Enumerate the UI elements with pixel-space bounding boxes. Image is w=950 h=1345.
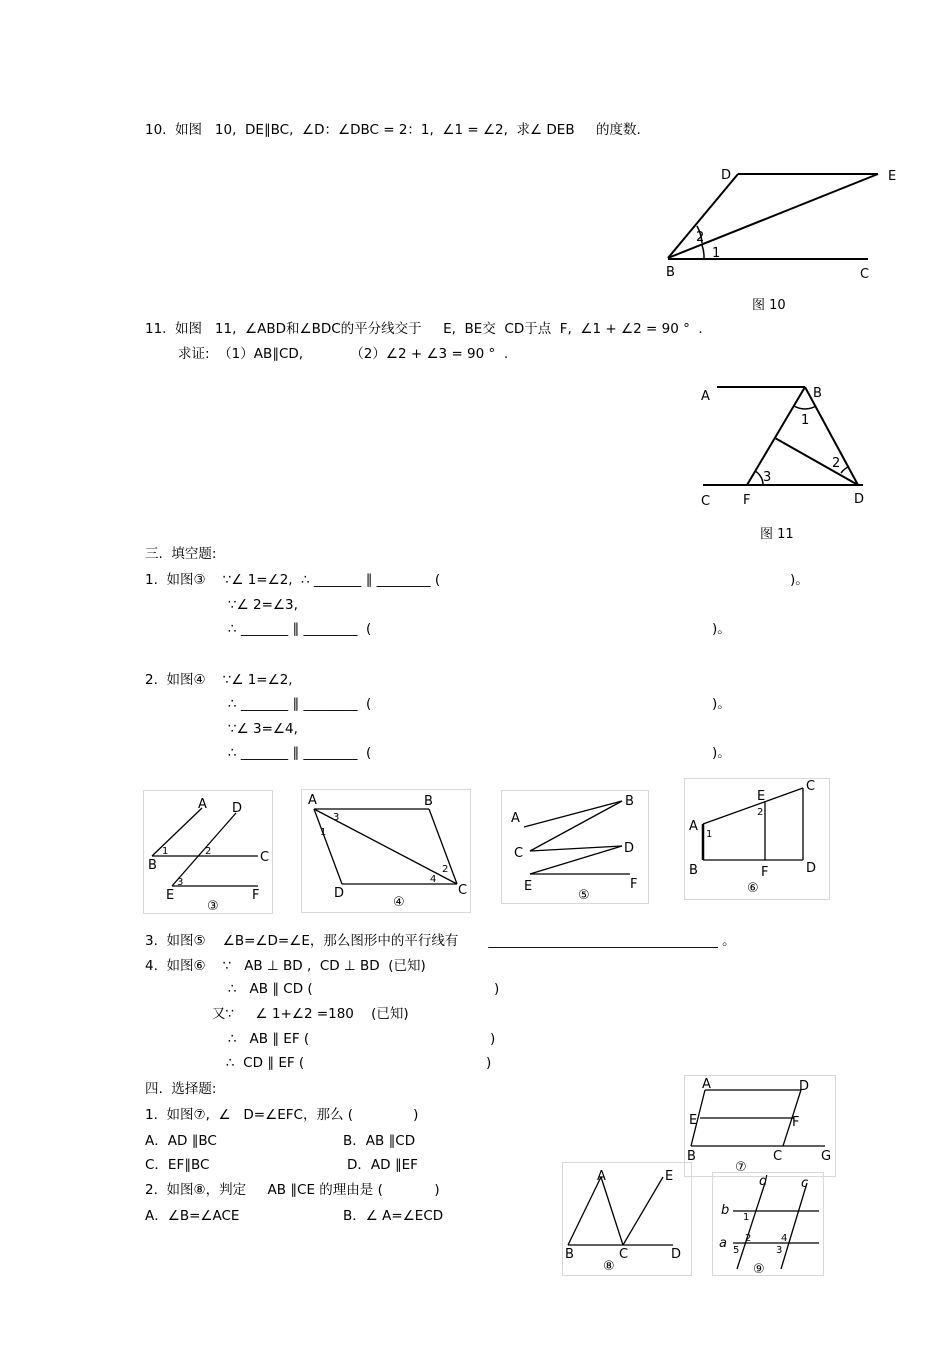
svg-text:B: B bbox=[565, 1247, 574, 1262]
s3-q4-line1: 4. 如图⑥ ∵ AB ⊥ BD , CD ⊥ BD (已知) bbox=[145, 958, 426, 974]
label-d: D bbox=[854, 492, 865, 507]
s3-q1-line3-end: )。 bbox=[712, 621, 731, 637]
s4-q1-stem: 1. 如图⑦, ∠ D=∠EFC，那么 ( ) bbox=[145, 1107, 419, 1123]
figure-4 bbox=[301, 789, 471, 913]
s3-q4-line4: ∴ AB ∥ EF ( bbox=[228, 1031, 310, 1047]
svg-text:3: 3 bbox=[177, 877, 184, 888]
label-b: B bbox=[813, 386, 822, 401]
label-a: A bbox=[701, 389, 710, 404]
s3-q2-line1: 2. 如图④ ∵∠ 1=∠2, bbox=[145, 672, 293, 688]
svg-text:E: E bbox=[665, 1169, 674, 1184]
s3-q4-line5-end: ) bbox=[486, 1055, 492, 1071]
q11-line1: 11. 如图 11, ∠ABD和∠BDC的平分线交于 E, BE交 CD于点 F, ∠1 + ∠2 = 90 ° . bbox=[145, 321, 703, 337]
label-c: C bbox=[860, 267, 870, 282]
svg-text:A: A bbox=[511, 811, 520, 826]
section-4-heading: 四. 选择题: bbox=[145, 1081, 217, 1097]
svg-text:4: 4 bbox=[430, 874, 437, 885]
figure-7 bbox=[684, 1075, 836, 1177]
svg-text:2: 2 bbox=[745, 1233, 752, 1244]
s3-q4-line2: ∴ AB ∥ CD ( bbox=[228, 981, 313, 997]
segment-bd bbox=[668, 174, 738, 258]
figure-9 bbox=[712, 1172, 824, 1276]
s3-q2-line4-end: )。 bbox=[712, 745, 731, 761]
svg-text:E: E bbox=[524, 879, 533, 894]
svg-text:B: B bbox=[424, 794, 433, 809]
label-c: C bbox=[701, 494, 711, 509]
svg-text:1: 1 bbox=[320, 827, 327, 838]
s4-q1-option-c: C．EF∥BC bbox=[145, 1157, 210, 1173]
svg-text:B: B bbox=[689, 863, 698, 878]
figure-3 bbox=[143, 790, 273, 914]
svg-text:1: 1 bbox=[743, 1212, 750, 1223]
svg-text:b: b bbox=[721, 1203, 730, 1218]
svg-text:1: 1 bbox=[706, 829, 713, 840]
svg-text:⑦: ⑦ bbox=[735, 1160, 747, 1175]
svg-text:C: C bbox=[773, 1149, 783, 1164]
svg-text:B: B bbox=[625, 794, 634, 809]
svg-text:2: 2 bbox=[757, 807, 764, 818]
s3-q2-line2: ∴ _______ ∥ ________ ( bbox=[228, 696, 372, 712]
svg-text:E: E bbox=[166, 888, 175, 903]
svg-text:⑧: ⑧ bbox=[603, 1259, 615, 1274]
svg-text:C: C bbox=[806, 779, 816, 794]
svg-text:2: 2 bbox=[442, 864, 449, 875]
svg-text:A: A bbox=[689, 819, 698, 834]
s3-q1-line2: ∵∠ 2=∠3, bbox=[228, 597, 298, 613]
svg-text:d: d bbox=[759, 1174, 768, 1189]
figure-11 bbox=[695, 378, 875, 518]
s3-q1-line1-end: )。 bbox=[790, 572, 809, 588]
svg-text:③: ③ bbox=[207, 899, 219, 914]
figure-6 bbox=[684, 778, 830, 900]
s3-q1-line3: ∴ _______ ∥ ________ ( bbox=[228, 621, 372, 637]
svg-text:D: D bbox=[806, 861, 817, 876]
svg-text:B: B bbox=[687, 1149, 696, 1164]
svg-text:E: E bbox=[757, 789, 766, 804]
angle-1-label: 1 bbox=[801, 413, 810, 428]
svg-text:c: c bbox=[801, 1176, 809, 1191]
svg-text:A: A bbox=[308, 793, 317, 808]
svg-text:a: a bbox=[719, 1236, 727, 1251]
segment-bf bbox=[747, 387, 805, 485]
s3-q4-line5: ∴ CD ∥ EF ( bbox=[226, 1055, 305, 1071]
q10-text: 10. 如图 10, DE∥BC, ∠D：∠DBC = 2：1, ∠1 = ∠2, 求∠ DEB 的度数. bbox=[145, 122, 641, 138]
svg-text:3: 3 bbox=[776, 1245, 783, 1256]
svg-text:C: C bbox=[619, 1247, 629, 1262]
s3-q4-line3: 又∵ ∠ 1+∠2 =180 (已知) bbox=[212, 1006, 409, 1022]
svg-text:⑥: ⑥ bbox=[747, 881, 759, 896]
svg-text:1: 1 bbox=[162, 846, 169, 857]
s3-q2-line2-end: )。 bbox=[712, 696, 731, 712]
svg-text:A: A bbox=[198, 797, 207, 812]
s3-q4-line2-end: ) bbox=[494, 981, 500, 997]
s3-q1-line1: 1. 如图③ ∵∠ 1=∠2, ∴ _______ ∥ ________ ( bbox=[145, 572, 441, 588]
svg-text:C: C bbox=[458, 883, 468, 898]
s3-q2-line3: ∵∠ 3=∠4, bbox=[228, 721, 298, 737]
s4-q2-option-b: B．∠ A=∠ECD bbox=[343, 1208, 444, 1224]
angle-3-label: 3 bbox=[763, 470, 772, 485]
label-b: B bbox=[666, 265, 675, 280]
svg-text:D: D bbox=[232, 801, 243, 816]
q11-line2: 求证: （1）AB∥CD, （2）∠2 + ∠3 = 90 ° . bbox=[178, 346, 509, 362]
section-3-heading: 三. 填空题: bbox=[145, 546, 217, 562]
label-d: D bbox=[721, 168, 732, 183]
svg-text:F: F bbox=[792, 1115, 800, 1130]
s4-q2-stem: 2. 如图⑧，判定 AB ∥CE 的理由是 ( ) bbox=[145, 1182, 440, 1198]
figure-10-caption: 图 10 bbox=[752, 298, 786, 313]
svg-text:D: D bbox=[671, 1247, 682, 1262]
svg-text:3: 3 bbox=[333, 812, 340, 823]
svg-text:4: 4 bbox=[781, 1233, 788, 1244]
svg-text:D: D bbox=[334, 886, 345, 901]
figure-5 bbox=[501, 790, 649, 904]
angle-2-label: 2 bbox=[832, 456, 841, 471]
s3-q2-line4: ∴ _______ ∥ ________ ( bbox=[228, 745, 372, 761]
s3-q4-line4-end: ) bbox=[490, 1031, 496, 1047]
angle-2-label: 2 bbox=[696, 230, 705, 245]
figure-8 bbox=[562, 1162, 692, 1276]
angle-1-label: 1 bbox=[712, 246, 721, 261]
svg-text:⑤: ⑤ bbox=[578, 888, 590, 903]
s3-q3: 3. 如图⑤ ∠B=∠D=∠E，那么图形中的平行线有 __________________________________ 。 bbox=[145, 933, 736, 949]
svg-text:D: D bbox=[624, 841, 635, 856]
svg-text:④: ④ bbox=[393, 895, 405, 910]
figure-11-caption: 图 11 bbox=[760, 527, 794, 542]
svg-text:C: C bbox=[260, 850, 270, 865]
svg-text:B: B bbox=[148, 858, 157, 873]
svg-text:G: G bbox=[821, 1149, 832, 1164]
svg-text:5: 5 bbox=[733, 1245, 740, 1256]
s4-q1-option-b: B．AB ∥CD bbox=[343, 1133, 416, 1149]
svg-text:⑨: ⑨ bbox=[753, 1262, 765, 1277]
s4-q1-option-a: A．AD ∥BC bbox=[145, 1133, 217, 1149]
label-f: F bbox=[743, 493, 751, 508]
svg-text:A: A bbox=[597, 1169, 606, 1184]
svg-text:F: F bbox=[630, 877, 638, 892]
label-e: E bbox=[888, 169, 897, 184]
segment-be bbox=[668, 174, 878, 258]
svg-text:F: F bbox=[252, 888, 260, 903]
svg-text:C: C bbox=[514, 846, 524, 861]
svg-text:A: A bbox=[702, 1077, 711, 1092]
svg-text:D: D bbox=[799, 1079, 810, 1094]
svg-text:F: F bbox=[761, 865, 769, 880]
svg-text:E: E bbox=[689, 1113, 698, 1128]
s4-q2-option-a: A．∠B=∠ACE bbox=[145, 1208, 240, 1224]
s4-q1-option-d: D．AD ∥EF bbox=[347, 1157, 418, 1173]
figure-10 bbox=[650, 160, 920, 290]
svg-text:2: 2 bbox=[205, 846, 212, 857]
